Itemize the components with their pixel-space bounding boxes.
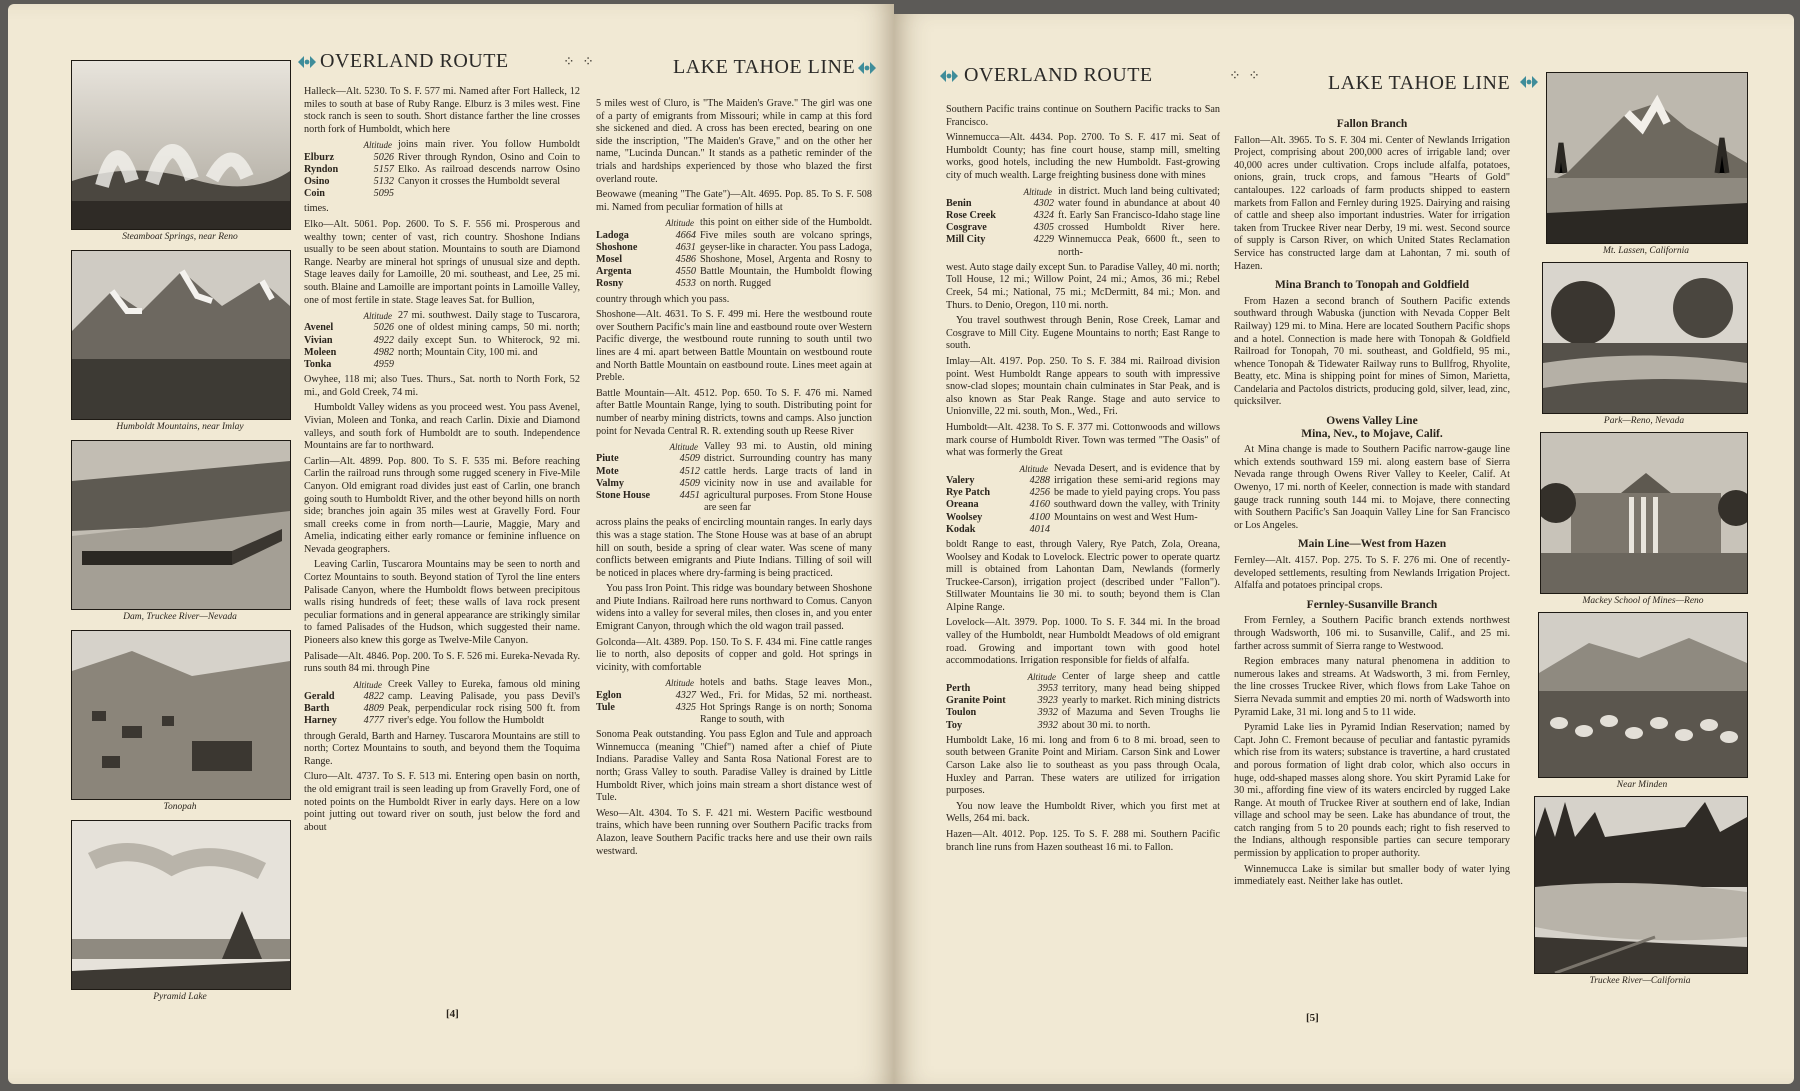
caption-pyramid-lake: Pyramid Lake — [153, 992, 207, 1002]
photo-near-minden — [1538, 612, 1748, 778]
entry-text: country through which you pass. — [596, 293, 730, 305]
entry-text: Southern Pacific trains continue on Southern Pacific tracks to San Francisco. — [946, 104, 1220, 128]
caption-dam-truckee-river: Dam, Truckee River—Nevada — [123, 612, 237, 622]
station-row: Cosgrave 4305 — [946, 222, 1054, 234]
page5-column-1 — [946, 104, 1220, 857]
station-row: Oreana 4160 — [946, 499, 1050, 511]
caption-humboldt-mountains: Humboldt Mountains, near Imlay — [116, 422, 244, 432]
photo-humboldt-mountains — [71, 250, 291, 420]
entry-beowawe: Beowawe (meaning "The Gate")—Alt. 4695. Pop. 85. To S. F. 508 mi. Named from peculiar formation of hills at — [596, 189, 872, 213]
station-row: Avenel 5026 — [304, 322, 394, 334]
altitude-side-text: this point on either side of the Humboldt. Five miles south are volcano springs, geyser-like in character. You pass Ladoga, Shoshone, Mosel, Argenta and Rosny to Battle Mountain, the Humboldt flowing on north. Rugged — [700, 217, 872, 290]
station-row: Perth 3953 — [946, 683, 1058, 695]
station-row: Rosny 4533 — [596, 278, 696, 290]
altitude-side-text: Valley 93 mi. to Austin, old mining district. Surrounding country has many cattle herds. Large tracts of land in vicinity now in use and available for agricultural purposes. From Stone House are seen far — [704, 441, 872, 514]
altitude-block-palisade — [304, 679, 580, 728]
ornament-icon — [940, 68, 958, 84]
section-heading: Main Line—West from Hazen — [1297, 538, 1447, 551]
altitude-table: Altitude Elburz 5026 Ryndon 5157 Osino 5132 Coin 5095 — [304, 140, 394, 200]
station-row: Barth 4809 — [304, 703, 384, 715]
station-row: Vivian 4922 — [304, 334, 394, 346]
photo-tonopah — [71, 630, 291, 800]
station-row: Toulon 3932 — [946, 707, 1058, 719]
entry-elko: Elko—Alt. 5061. Pop. 2600. To S. F. 556 mi. Prosperous and wealthy town; center of vast, rich country. Shoshone Indians usually to be seen about station. Mountains to south are Diamond Range. Nearby are mineral hot springs of unusual size and depth. Stage leaves daily for Lamoille, 20 mi. southeast, and Lee, 25 mi. south. Blaine and Lamoille are important points in Lamoille Valley, one of most fertile in state. Stage leaves Sat. for Bullion, — [304, 218, 580, 306]
station-row: Mill City 4229 — [946, 234, 1054, 246]
entry-palisade: Palisade—Alt. 4846. Pop. 200. To S. F. 526 mi. Eureka-Nevada Ry. runs south 84 mi. through Pine — [304, 650, 580, 675]
entry-text: Leaving Carlin, Tuscarora Mountains may be seen to north and Cortez Mountains to south. Beyond station of Tyrol the line enters Palisade Canyon, where the Humboldt flows between precipitous walls rising hundreds of feet; these walls of lava rock present peculiar formations and in general appearance are strikingly similar to famed Palisades of the Hudson, which suggested their name. Pioneers also knew this gorge as Twelve-Mile Canyon. — [304, 559, 580, 647]
station-row: Moleen 4982 — [304, 346, 394, 358]
entry-fallon: Fallon—Alt. 3965. To S. F. 304 mi. Center of Newlands Irrigation Project, comprising about 200,000 acres of irrigable land; over 40,000 acres under cultivation. Crops include alfalfa, potatoes, onions, grain, truck crops, and famous "Hearts of Gold" cantaloupes. 122 carloads of farm products shipped to eastern markets from Fallon and Fernley during 1925. Dairying and raising of cattle and sheep also important industries. Water for irrigation taken from Truckee River near Derby, 19 mi. west. Second source of supply is Carson River, on which United States Reclamation Service has constructed large dam at Lahontan, 7 mi. south of Hazen. — [1234, 134, 1510, 272]
station-row: Kodak 4014 — [946, 523, 1050, 535]
entry-carlin: Carlin—Alt. 4899. Pop. 800. To S. F. 535 mi. Before reaching Carlin the railroad runs through some rugged scenery in Five-Mile Canyon. Old emigrant road divides just east of Carlin, one branch going south to Humboldt River, and the other beyond hills on north side; branches join again 35 miles west at Gravelly Ford. Four small creeks come in from north—Laurie, Maggie, Mary and Amelia, indicating either early romance or feminine influence on Nevada geographers. — [304, 455, 580, 555]
station-row: Valery 4288 — [946, 474, 1050, 486]
section-heading: Fernley-Susanville Branch — [1306, 598, 1438, 611]
altitude-table: Altitude Ladoga 4664 Shoshone 4631 Mosel 4586 Argenta 4550 Rosny 4533 — [596, 218, 696, 290]
station-row: Benin 4302 — [946, 197, 1054, 209]
entry-text: across plains the peaks of encircling mountain ranges. In early days this was a stage station. The Stone House was at base of an abrupt hill on south, beside a spring of clear water. Was scene of many conflicts between emigrants and Piute Indians. Tilling of soil will be noticed in places where dry-farming is being practiced. — [596, 517, 872, 579]
altitude-block-winnemucca — [946, 186, 1220, 259]
entry-text: Humboldt Lake, 16 mi. long and from 6 to 8 mi. broad, seen to south between Granite Point and Miriam. Carson Sink and Lower Carson Lake also lie to southeast as you pass through Ocala, Huxley and Parran. These waters are utilized for irrigation purposes. — [946, 734, 1220, 797]
station-row: Woolsey 4100 — [946, 511, 1050, 523]
header-ornament-dots: ⁘ ⁘ — [1229, 69, 1262, 84]
station-row: Rose Creek 4324 — [946, 209, 1054, 221]
entry-imlay: Imlay—Alt. 4197. Pop. 250. To S. F. 384 mi. Railroad division point. West Humboldt Range appears to south with impressive snow-clad slopes; mountain chain culminates in Star Peak, and is also known as Star Peak Range. Stage and auto service to Unionville, 22 mi. south, Mon., Wed., Fri. — [946, 355, 1220, 418]
station-row: Rye Patch 4256 — [946, 487, 1050, 499]
entry-text: From Fernley, a Southern Pacific branch extends northwest through Wadsworth, 106 mi. to Susanville, Calif., and 25 mi. farther across summit of Sierra range to Westwood. — [1234, 615, 1510, 652]
entry-text: You pass Iron Point. This ridge was boundary between Shoshone and Piute Indians. Railroad here runs northward to Comus. Canyon widens into a valley for several miles, then closes in, and you enter Emigrant Canyon, through which the old wagon trail passed. — [596, 583, 872, 633]
station-row: Ryndon 5157 — [304, 163, 394, 175]
entry-text: west. Auto stage daily except Sun. to Paradise Valley, 40 mi. north; Toll House, 12 mi.; Willow Point, 24 mi.; Amos, 36 mi.; Rebel Creek, 54 mi.; National, 75 mi.; McDermitt, 84 mi.; Mon. and Thurs. to Denio, Oregon, 110 mi. north. — [946, 261, 1220, 311]
entry-text: Sonoma Peak outstanding. You pass Eglon and Tule and approach Winnemucca (meaning "Chief") named after a chief of Piute Indians. Paradise Valley and Santa Rosa National Forest are to north; Grass Valley to south. Paradise Valley is drained by Little Humboldt River, which joins main stream a short distance west of Tule. — [596, 729, 872, 804]
section-heading: Mina Branch to Tonopah and Goldfield — [1275, 279, 1469, 292]
page-4 — [8, 4, 894, 1084]
altitude-table: Altitude Avenel 5026 Vivian 4922 Moleen 4982 Tonka 4959 — [304, 311, 394, 370]
altitude-table: Altitude Benin 4302 Rose Creek 4324 Cosgrave 4305 Mill City 4229 — [946, 186, 1054, 246]
altitude-table: Altitude Valery 4288 Rye Patch 4256 Oreana 4160 Woolsey 4100 Kodak 4014 — [946, 463, 1050, 535]
altitude-block-elko — [304, 310, 580, 371]
station-row: Shoshone 4631 — [596, 241, 696, 253]
caption-steamboat-springs: Steamboat Springs, near Reno — [122, 232, 238, 242]
entry-humboldt: Humboldt—Alt. 4238. To S. F. 377 mi. Cottonwoods and willows mark course of Humboldt River. Town was termed "The Oasis" of what was formerly the Great — [946, 421, 1220, 459]
altitude-block-golconda — [596, 677, 872, 726]
entry-text: 5 miles west of Cluro, is "The Maiden's Grave." The girl was one of a party of emigrants from Missouri; while in camp at this ford she sickened and died. A cross has been erected, bearing on one side the inscription, "The Maiden's Grave," and on the other her name, "Lucinda Duncan." It stands as a pathetic reminder of the trials and hardships experienced by those who blazed the first overland route. — [596, 98, 872, 185]
photo-steamboat-springs — [71, 60, 291, 230]
page-5 — [894, 14, 1794, 1084]
entry-winnemucca: Winnemucca—Alt. 4434. Pop. 2700. To S. F. 417 mi. Seat of Humboldt County; has fine court house, stamp mill, smelting works, good hotels, including the new Humboldt. Fast-growing city of much wealth. Large freighting business done with mines — [946, 132, 1220, 181]
altitude-block-halleck — [304, 139, 580, 200]
entry-lovelock: Lovelock—Alt. 3979. Pop. 1000. To S. F. 344 mi. In the broad valley of the Humboldt, near Humboldt Meadows of old emigrant road. Growing and important town with good hotel accommodations. Irrigation responsible for fields of alfalfa. — [946, 617, 1220, 667]
entry-hazen: Hazen—Alt. 4012. Pop. 125. To S. F. 288 mi. Southern Pacific branch line runs from Hazen southeast 16 mi. to Fallon. — [946, 829, 1220, 853]
ornament-icon — [858, 60, 876, 76]
station-row: Tule 4325 — [596, 701, 696, 713]
station-row: Coin 5095 — [304, 188, 394, 200]
photo-park-reno — [1542, 262, 1748, 414]
altitude-side-text: joins main river. You follow Humboldt River through Ryndon, Osino and Coin to Elko. As railroad descends narrow Osino Canyon it crosses the Humboldt several — [398, 139, 580, 187]
entry-text: Pyramid Lake lies in Pyramid Indian Reservation; named by Capt. John C. Fremont because of peculiar and fantastic pyramids which rise from its waters; substance is travertine, a hard crustated and porous formation of light drab color, which also occurs in huge, odd-shaped masses along shore. You skirt Pyramid Lake for 30 mi., affording fine view of its waters encircled by rugged Lake Range. At mouth of Truckee River at southern end of lake, Indian village and school may be seen. Lake has abundance of trout, the catch ranging from 5 to 20 pounds each; right to fish reserved to the Indians, although responsible parties can secure temporary permission by application to proper authority. — [1234, 722, 1510, 860]
page4-column-2 — [596, 98, 872, 861]
page-number: [4] — [446, 1008, 459, 1020]
entry-text: Owyhee, 118 mi; also Tues. Thurs., Sat. north to North Fork, 52 mi., and Gold Creek, 74 mi. — [304, 374, 580, 398]
altitude-side-text: Creek Valley to Eureka, famous old mining camp. Leaving Palisade, you pass Devil's Peak, perpendicular rock rising 500 ft. from river's edge. You follow the Humboldt — [388, 678, 580, 727]
booklet-spread — [8, 4, 1796, 1084]
page4-column-1 — [304, 86, 580, 837]
section-subheading: Mina, Nev., to Mojave, Calif. — [1301, 427, 1443, 440]
entry-cluro: Cluro—Alt. 4737. To S. F. 513 mi. Entering open basin on north, the old emigrant trail is seen leading up from Gravelly Ford, one of noted points on the Humboldt River in early days. Here on a low point jutting out toward river on south, just below the ford and about — [304, 771, 580, 833]
header-lake-tahoe-line: LAKE TAHOE LINE — [673, 56, 856, 78]
caption-tonopah: Tonopah — [163, 802, 197, 812]
section-heading: Fallon Branch — [1336, 118, 1408, 130]
altitude-side-text: Center of large sheep and cattle territory, many head being shipped yearly to market. Rich mining districts of Mazuma and Seven Troughs lie about 30 mi. to north. — [1062, 670, 1220, 731]
entry-text: Humboldt Valley widens as you proceed west. You pass Avenel, Vivian, Moleen and Tonka, and reach Carlin. Dixie and Diamond valleys, and south fork of Humboldt are to south. Independence Mountains are far to northward. — [304, 402, 580, 452]
ornament-icon — [1520, 74, 1538, 90]
entry-text: At Mina change is made to Southern Pacific narrow-gauge line which extends southward 159 mi. along eastern base of Sierra Nevada range through Owens River Valley to Keeler, Calif. At Owenyo, 17 mi. north of Keeler, connection is made with standard gauge track running south 144 mi. to Mojave, there connecting with Southern Pacific's San Joaquin Valley Line for San Francisco or Los Angeles. — [1234, 444, 1510, 531]
altitude-side-text: 27 mi. southwest. Daily stage to Tuscarora, one of oldest mining camps, 50 mi. north; daily except Sun. to Whiterock, 92 mi. north; Mountain City, 100 mi. and — [398, 310, 580, 358]
entry-text: You travel southwest through Benin, Rose Creek, Lamar and Cosgrave to Mill City. Eugene Mountains to north; East Range to south. — [946, 315, 1220, 352]
station-row: Elburz 5026 — [304, 151, 394, 163]
station-row: Piute 4509 — [596, 453, 700, 465]
altitude-table: Altitude Gerald 4822 Barth 4809 Harney 4777 — [304, 679, 384, 727]
altitude-block-humboldt — [946, 463, 1220, 536]
altitude-side-text: Nevada Desert, and is evidence that by irrigation these semi-arid regions may be made to yield paying crops. You pass southward down the valley, with Trinity Mountains on west and West Hum- — [1054, 462, 1220, 523]
header-lake-tahoe-line: LAKE TAHOE LINE — [1328, 72, 1511, 94]
page5-column-2 — [1234, 112, 1510, 892]
station-row: Granite Point 3923 — [946, 695, 1058, 707]
ornament-icon — [298, 54, 316, 70]
station-row: Argenta 4550 — [596, 266, 696, 278]
station-row: Osino 5132 — [304, 175, 394, 187]
entry-golconda: Golconda—Alt. 4389. Pop. 150. To S. F. 434 mi. Fine cattle ranges lie to north, also deposits of copper and gold. Hot springs in vicinity, with comfortable — [596, 636, 872, 673]
station-row: Valmy 4509 — [596, 477, 700, 489]
altitude-side-text: hotels and baths. Stage leaves Mon., Wed., Fri. for Midas, 52 mi. northeast. Hot Springs Range is on north; Sonoma Range to south, with — [700, 677, 872, 726]
caption-mt-lassen: Mt. Lassen, California — [1602, 246, 1690, 256]
station-row: Tonka 4959 — [304, 358, 394, 370]
station-row: Gerald 4822 — [304, 691, 384, 703]
altitude-block-battle-mountain — [596, 441, 872, 514]
entry-weso: Weso—Alt. 4304. To S. F. 421 mi. Western Pacific westbound trains, which have been running over Southern Pacific tracks from Alazon, leave Southern Pacific tracks here and use their own rails westward. — [596, 807, 872, 857]
header-ornament-dots: ⁘ ⁘ — [563, 55, 596, 70]
caption-truckee-river: Truckee River—California — [1589, 976, 1691, 986]
station-row: Mosel 4586 — [596, 253, 696, 265]
photo-dam-truckee-river — [71, 440, 291, 610]
entry-text: through Gerald, Barth and Harney. Tuscarora Mountains are still to north; Cortez Mountains to south, and beyond them the Toquima Range. — [304, 730, 580, 767]
entry-text: From Hazen a second branch of Southern Pacific extends southward through Wabuska (junction with Nevada Copper Belt Railway) 129 mi. to Mina. Here are located Southern Pacific shops and a hotel. Connection is made here with Tonopah & Goldfield Railroad for Tonopah, 70 mi. southeast, and Goldfield, 95 mi., whence Tonopah & Tidewater Railway runs to Bullfrog, Rhyolite, Beatty, etc. Mina is shipping point for mines of Simon, Marietta, Candelaria and Pactolos districts, producing gold, silver, lead, zinc, quicksilver. — [1234, 295, 1510, 408]
station-row: Toy 3932 — [946, 719, 1058, 731]
station-row: Stone House 4451 — [596, 489, 700, 501]
photo-pyramid-lake — [71, 820, 291, 990]
station-row: Ladoga 4664 — [596, 229, 696, 241]
entry-shoshone: Shoshone—Alt. 4631. To S. F. 499 mi. Here the westbound route over Southern Pacific's main line and eastbound route over Western Pacific diverge, the westbound route running to south until two lines are 4 mi. apart between Battle Mountain on westbound route and North Battle Mountain on eastbound route. Lines meet again at Preble. — [596, 309, 872, 384]
page-number: [5] — [1306, 1012, 1319, 1024]
entry-text: boldt Range to east, through Valery, Rye Patch, Zola, Oreana, Woolsey and Kodak to Lovelock. Electric power to operate quartz mill is obtained from Lahontan Dam, Newlands (formerly Truckee-Carson), irrigation project (described under "Fallon"). Stillwater Mountains lie 30 mi. to south; beyond them is Clan Alpine Range. — [946, 538, 1220, 613]
header-overland-route: OVERLAND ROUTE — [320, 50, 509, 72]
entry-battle-mountain: Battle Mountain—Alt. 4512. Pop. 650. To S. F. 476 mi. Named after Battle Mountain Range, lying to south. Distributing point for number of nearby mining districts, towns and camps. Also junction point for Nevada Central R. R. extending south up Reese River — [596, 387, 872, 437]
entry-text: Region embraces many natural phenomena in addition to numerous lakes and streams. At Wadsworth, 3 mi. from Fernley, the line crosses Truckee River, which flows from Lake Tahoe on Sierra Nevada summit and empties 20 mi. north of Wadsworth into Pyramid Lake, 31 mi. long and 5 to 11 wide. — [1234, 656, 1510, 718]
station-row: Eglon 4327 — [596, 689, 696, 701]
section-heading: Owens Valley Line — [1326, 415, 1418, 428]
photo-mt-lassen — [1546, 72, 1748, 244]
photo-truckee-river — [1534, 796, 1748, 974]
station-row: Mote 4512 — [596, 465, 700, 477]
altitude-table: Altitude Eglon 4327 Tule 4325 — [596, 678, 696, 713]
station-row: Harney 4777 — [304, 715, 384, 727]
entry-text: times. — [304, 203, 329, 215]
caption-park-reno: Park—Reno, Nevada — [1603, 416, 1685, 426]
caption-near-minden: Near Minden — [1616, 780, 1668, 790]
entry-text: You now leave the Humboldt River, which you first met at Wells, 264 mi. back. — [946, 800, 1220, 825]
entry-fernley: Fernley—Alt. 4157. Pop. 275. To S. F. 276 mi. One of recently-developed settlements, resulting from Newlands Irrigation Project. Alfalfa and potatoes principal crops. — [1234, 555, 1510, 592]
caption-mackey-school: Mackey School of Mines—Reno — [1582, 596, 1704, 606]
altitude-block-lovelock — [946, 671, 1220, 732]
entry-text: Winnemucca Lake is similar but smaller body of water lying immediately east. Neither lake has outlet. — [1234, 863, 1510, 888]
altitude-table: Altitude Piute 4509 Mote 4512 Valmy 4509 Stone House 4451 — [596, 442, 700, 501]
entry-halleck: Halleck—Alt. 5230. To S. F. 577 mi. Named after Fort Halleck, 12 miles to south at base of Ruby Range. Elburz is 3 miles west. Fine stock ranch is seen to south. Short distance farther the line crosses north fork of Humboldt, which here — [304, 86, 580, 135]
altitude-block-beowawe — [596, 217, 872, 290]
altitude-table: Altitude Perth 3953 Granite Point 3923 Toulon 3932 Toy 3932 — [946, 671, 1058, 731]
header-overland-route: OVERLAND ROUTE — [964, 64, 1153, 86]
altitude-side-text: in district. Much land being cultivated; water found in abundance at about 40 ft. Early San Francisco-Idaho stage line crossed Humboldt River here. Winnemucca Peak, 6600 ft., seen to north- — [1058, 185, 1220, 258]
photo-mackey-school — [1540, 432, 1748, 594]
